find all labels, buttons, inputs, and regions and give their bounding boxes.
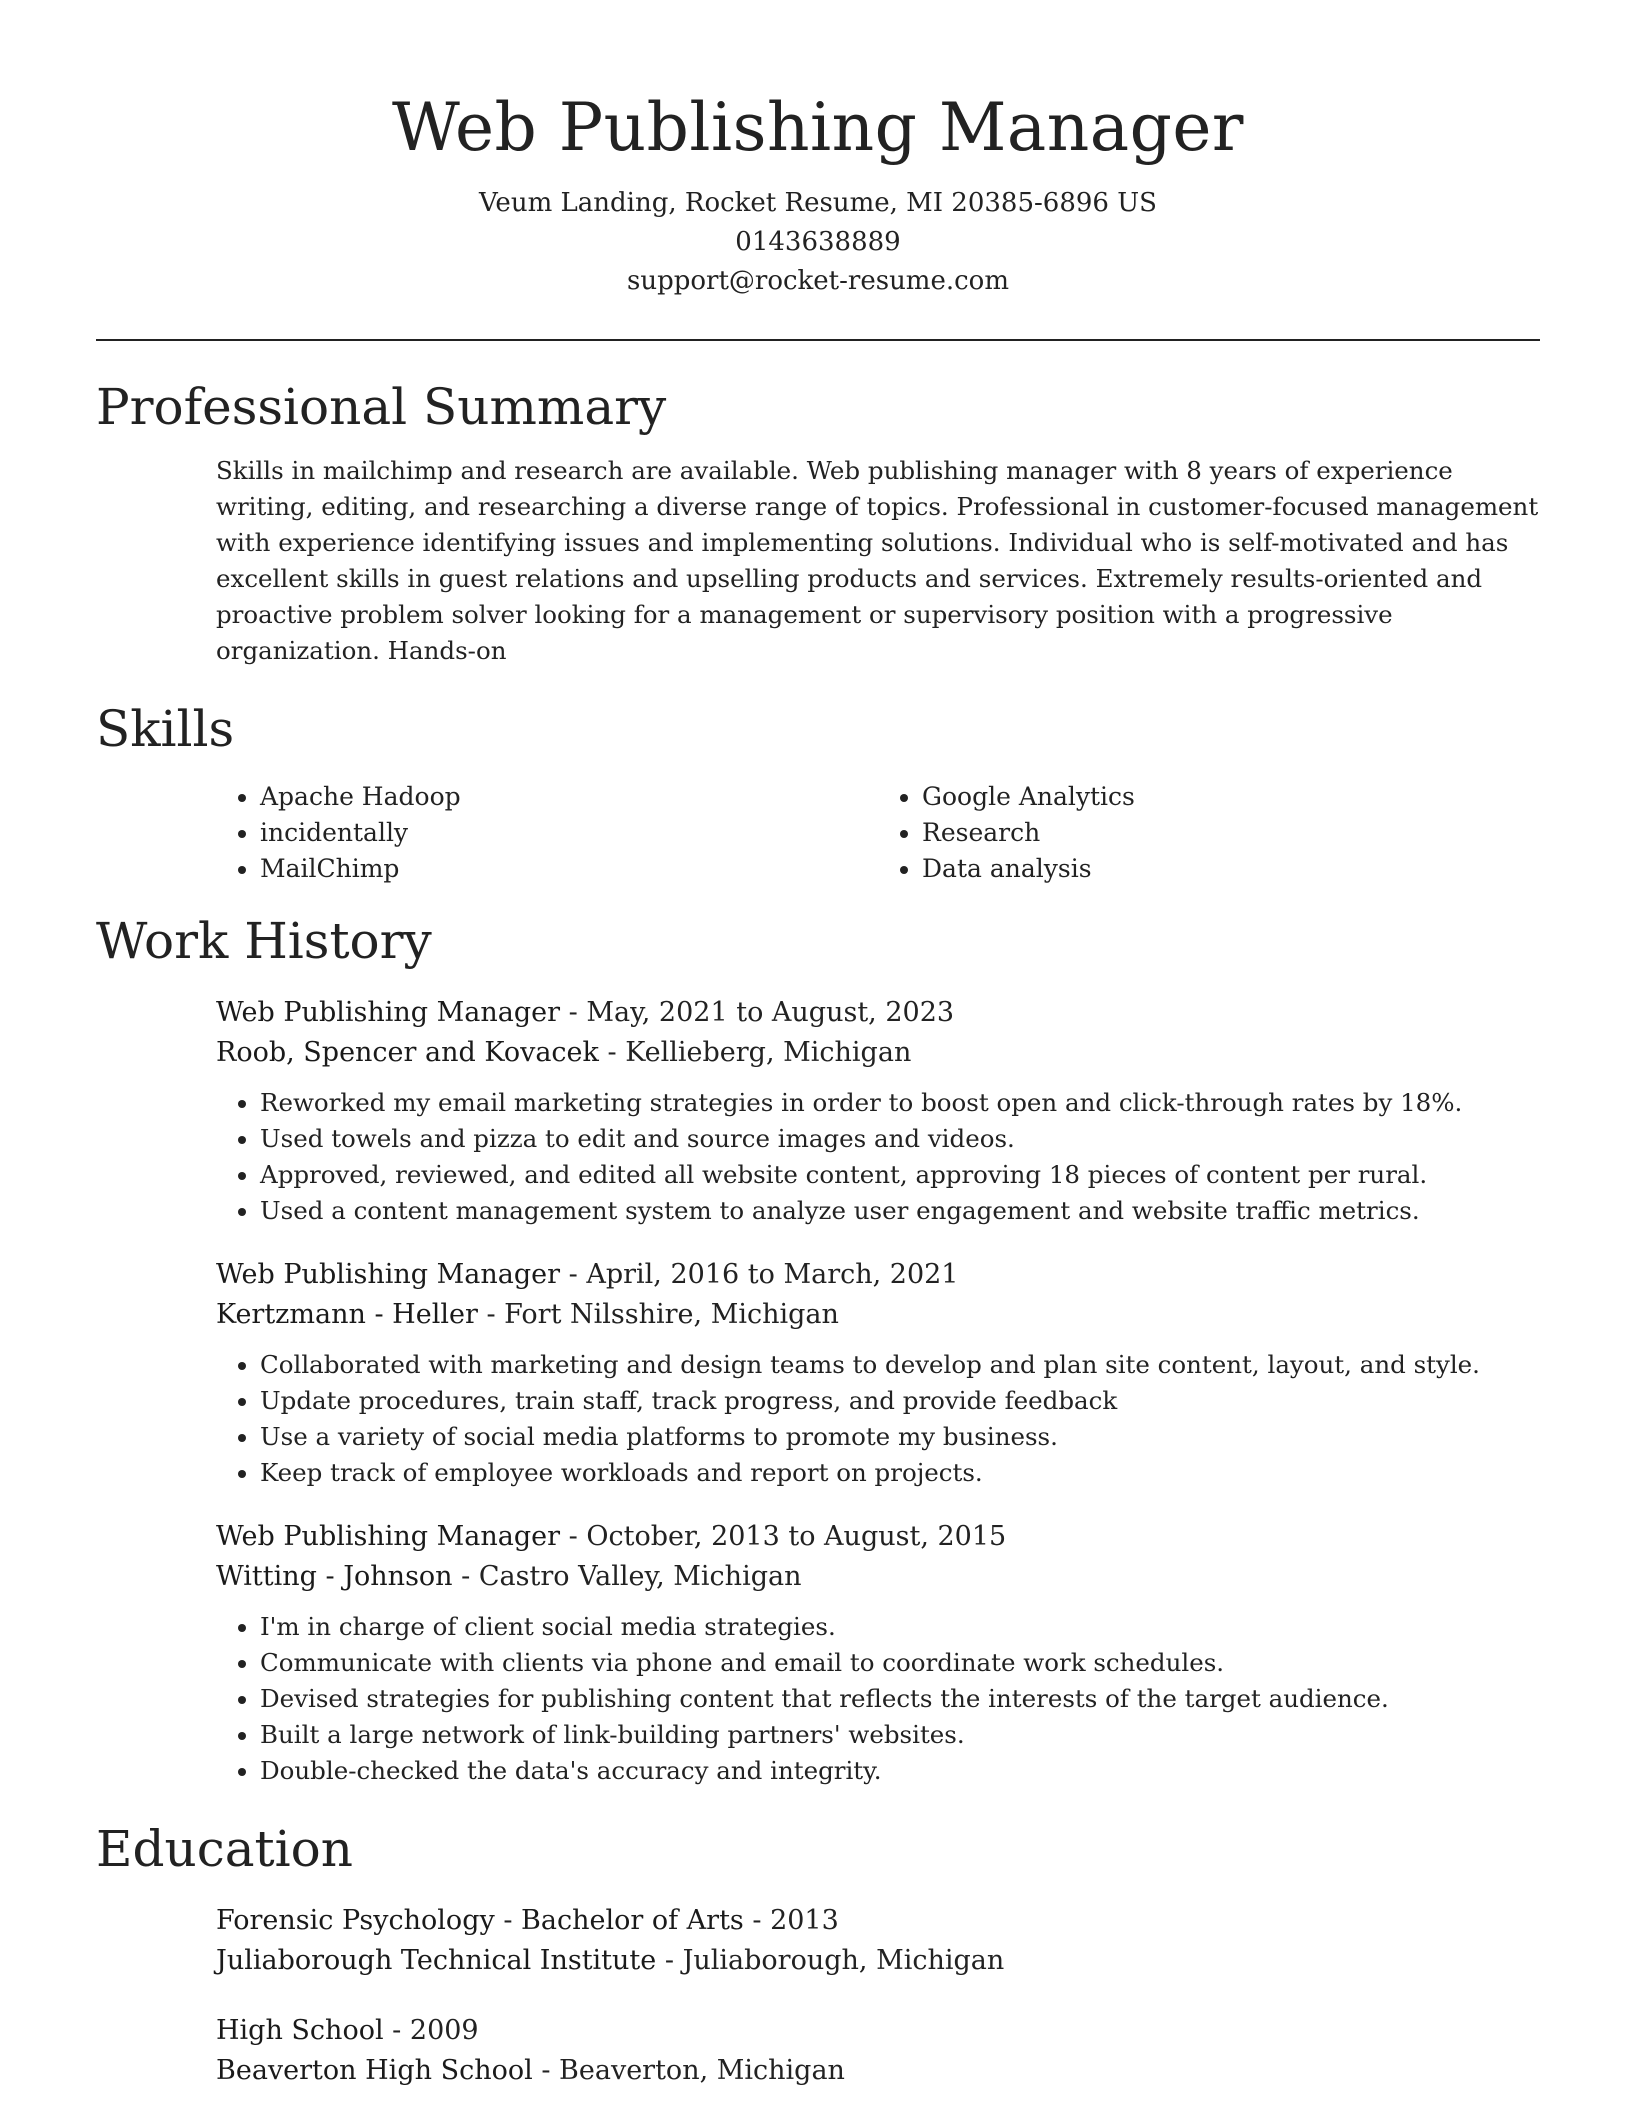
work-history-heading: Work History	[96, 912, 432, 970]
job-title-line: Web Publishing Manager - April, 2016 to March, 2021	[216, 1259, 959, 1290]
summary-heading: Professional Summary	[96, 378, 667, 436]
job-bullet: • Use a variety of social media platforms to promote my business.	[260, 1419, 1540, 1455]
candidate-name: Web Publishing Manager	[392, 89, 1244, 166]
skill-item: • Research	[922, 815, 1540, 851]
job-entry	[216, 1255, 1540, 1491]
job-bullets	[216, 1609, 1540, 1789]
skills-list	[216, 779, 1540, 887]
job-location: Fort Nilsshire, Michigan	[504, 1299, 839, 1330]
job-company-line: Witting - Johnson - Castro Valley, Michigan	[216, 1561, 802, 1592]
job-bullets	[216, 1085, 1540, 1229]
job-bullet: • Double-checked the data's accuracy and integrity.	[260, 1753, 1540, 1789]
job-company-line: Kertzmann - Heller - Fort Nilsshire, Michigan	[216, 1299, 839, 1330]
contact-address: Veum Landing, Rocket Resume, MI 20385-6896 US	[479, 188, 1157, 218]
summary-text: Skills in mailchimp and research are available. Web publishing manager with 8 years of experience writing, editing, and researching a diverse range of topics. Professional in customer-focused management with experience identifying issues and implementing solutions. Individual who is self-motivated and has excellent skills in guest relations and upselling products and services. Extremely results-oriented and proactive problem solver looking for a management or supervisory position with a progressive organization. Hands-on	[216, 456, 1539, 665]
job-entry	[216, 993, 1540, 1229]
job-bullet: • Built a large network of link-building partners' websites.	[260, 1717, 1540, 1753]
job-bullet: • Collaborated with marketing and design teams to develop and plan site content, layout, and style.	[260, 1347, 1540, 1383]
job-company: Witting - Johnson	[216, 1561, 453, 1592]
skill-item: • MailChimp	[260, 851, 878, 887]
job-bullets	[216, 1347, 1540, 1491]
education-year: 2009	[409, 2015, 479, 2046]
skills-column-left	[216, 779, 878, 887]
resume-header	[96, 0, 1540, 301]
work-history-section	[216, 993, 1540, 1789]
header-divider	[96, 339, 1540, 341]
job-title-line: Web Publishing Manager - October, 2013 to August, 2015	[216, 1521, 1007, 1552]
job-bullet: • Devised strategies for publishing content that reflects the interests of the target audience.	[260, 1681, 1540, 1717]
education-school-line: Juliaborough Technical Institute - Juliaborough, Michigan	[216, 1945, 1005, 1976]
job-bullet: • Communicate with clients via phone and email to coordinate work schedules.	[260, 1645, 1540, 1681]
job-company: Roob, Spencer and Kovacek	[216, 1037, 599, 1068]
job-location: Castro Valley, Michigan	[478, 1561, 802, 1592]
job-bullet: • I'm in charge of client social media strategies.	[260, 1609, 1540, 1645]
skills-heading: Skills	[96, 700, 235, 758]
job-dates: October, 2013 to August, 2015	[586, 1521, 1007, 1552]
skill-item: • Google Analytics	[922, 779, 1540, 815]
job-bullet: • Used a content management system to analyze user engagement and website traffic metrics.	[260, 1193, 1540, 1229]
job-role: Web Publishing Manager	[216, 1521, 561, 1552]
job-bullet: • Approved, reviewed, and edited all website content, approving 18 pieces of content per rural.	[260, 1157, 1540, 1193]
job-bullet: • Reworked my email marketing strategies in order to boost open and click-through rates by 18%.	[260, 1085, 1540, 1121]
education-heading: Education	[96, 1820, 353, 1878]
skill-item: • Apache Hadoop	[260, 779, 878, 815]
job-bullet: • Update procedures, train staff, track progress, and provide feedback	[260, 1383, 1540, 1419]
education-degree-line: Forensic Psychology - Bachelor of Arts - 2013	[216, 1905, 839, 1936]
skills-column-right	[878, 779, 1540, 887]
skill-item: • incidentally	[260, 815, 878, 851]
skill-item: • Data analysis	[922, 851, 1540, 887]
education-field: Forensic Psychology	[216, 1905, 495, 1936]
job-dates: April, 2016 to March, 2021	[586, 1259, 959, 1290]
job-role: Web Publishing Manager	[216, 997, 561, 1028]
education-school: Beaverton High School	[216, 2055, 533, 2086]
education-degree: Bachelor of Arts	[521, 1905, 744, 1936]
education-degree: High School	[216, 2015, 384, 2046]
education-entry	[216, 2011, 1540, 2091]
education-school-line: Beaverton High School - Beaverton, Michigan	[216, 2055, 845, 2086]
contact-phone: 0143638889	[735, 227, 901, 257]
job-bullet: • Used towels and pizza to edit and source images and videos.	[260, 1121, 1540, 1157]
education-degree-line: High School - 2009	[216, 2015, 479, 2046]
contact-email: support@rocket-resume.com	[626, 266, 1009, 296]
education-section	[216, 1901, 1540, 2091]
resume-page	[96, 0, 1540, 2112]
job-company: Kertzmann - Heller	[216, 1299, 478, 1330]
job-company-line: Roob, Spencer and Kovacek - Kellieberg, Michigan	[216, 1037, 912, 1068]
job-bullet: • Keep track of employee workloads and report on projects.	[260, 1455, 1540, 1491]
job-dates: May, 2021 to August, 2023	[586, 997, 955, 1028]
summary-section	[216, 453, 1540, 669]
education-school: Juliaborough Technical Institute	[216, 1945, 657, 1976]
job-title-line: Web Publishing Manager - May, 2021 to August, 2023	[216, 997, 955, 1028]
education-year: 2013	[770, 1905, 839, 1936]
job-entry	[216, 1517, 1540, 1789]
job-role: Web Publishing Manager	[216, 1259, 561, 1290]
education-location: Juliaborough, Michigan	[682, 1945, 1005, 1976]
education-location: Beaverton, Michigan	[559, 2055, 845, 2086]
job-location: Kellieberg, Michigan	[625, 1037, 912, 1068]
education-entry	[216, 1901, 1540, 1981]
